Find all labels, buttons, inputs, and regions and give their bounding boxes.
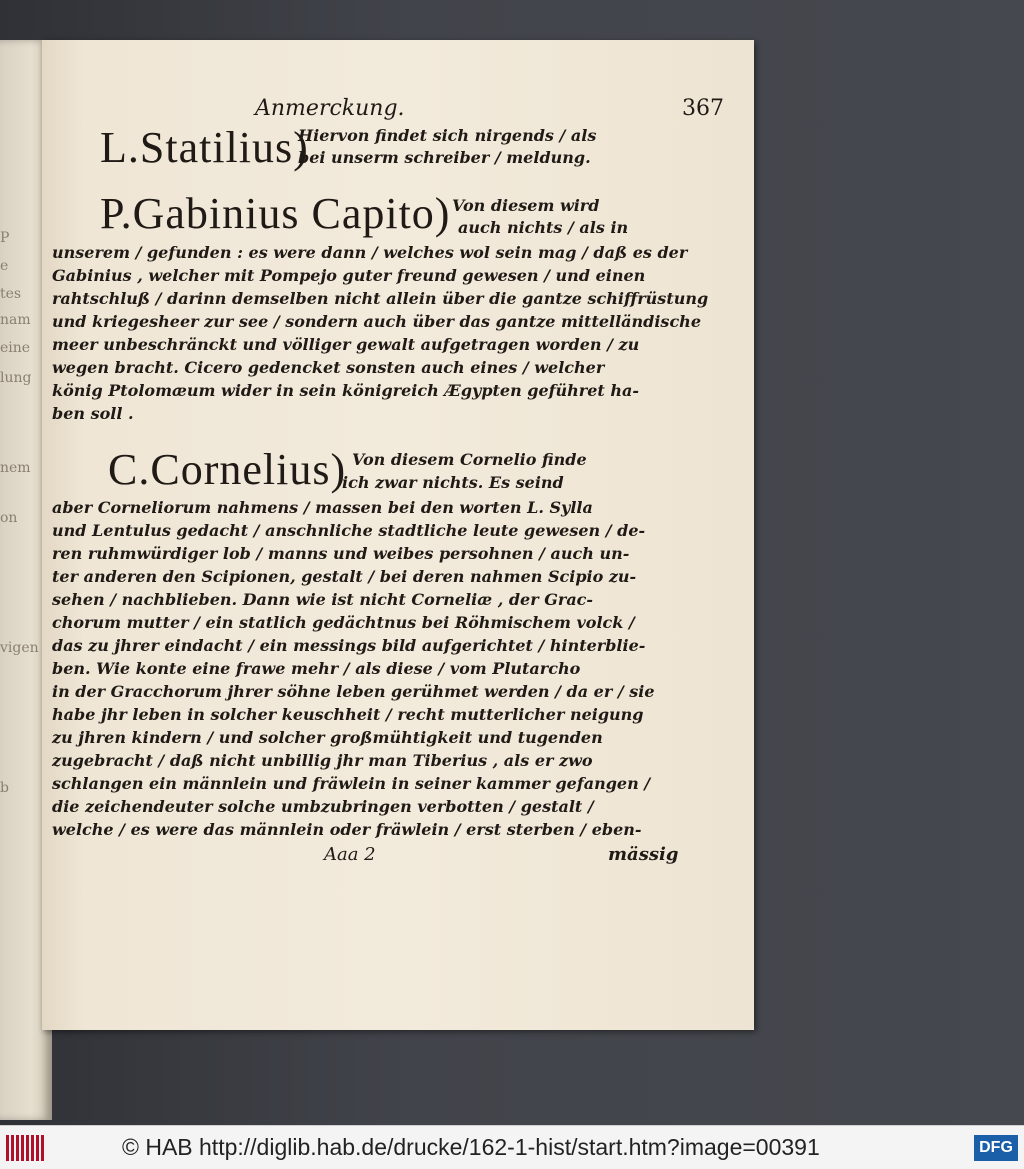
facing-page-fragment: nam — [0, 312, 31, 328]
entry-lead-line: Von diesem wird — [452, 196, 600, 215]
facing-page-fragment: lung — [0, 370, 32, 386]
facing-page-fragment: vigen — [0, 640, 39, 656]
text-line: ren ruhmwürdiger lob / manns und weibes persohnen / auch un- — [52, 544, 630, 563]
facing-page-fragment: on — [0, 510, 18, 526]
entry-lead-line: auch nichts / als in — [458, 218, 629, 237]
dfg-logo-icon[interactable]: DFG — [974, 1135, 1018, 1161]
facing-page-fragment: eine — [0, 340, 31, 356]
text-line: schlangen ein männlein und fräwlein in seiner kammer gefangen / — [52, 774, 651, 793]
text-line: und kriegesheer zur see / sondern auch über das gantze mittelländische — [52, 312, 701, 331]
text-line: sehen / nachblieben. Dann wie ist nicht Corneliæ , der Grac- — [52, 590, 594, 609]
text-line: rahtschluß / darinn demselben nicht allein über die gantze schiffrüstung — [52, 289, 709, 308]
entry-lead-line: ich zwar nichts. Es seind — [342, 473, 564, 492]
text-line: die zeichendeuter solche umbzubringen verbotten / gestalt / — [52, 797, 594, 816]
facing-page-fragment: e — [0, 258, 9, 274]
text-line: ter anderen den Scipionen, gestalt / bei deren nahmen Scipio zu- — [52, 567, 637, 586]
text-line: habe jhr leben in solcher keuschheit / recht mutterlicher neigung — [52, 705, 644, 724]
signature-mark: Aaa 2 — [324, 844, 376, 865]
facing-page-fragment: tes — [0, 286, 22, 302]
text-line: könig Ptolomæum wider in sein königreich Ægypten geführet ha- — [52, 381, 640, 400]
text-line: unserem / gefunden : es were dann / welches wol sein mag / daß es der — [52, 243, 688, 262]
entry-lead-line: Hiervon findet sich nirgends / als — [298, 126, 597, 145]
text-line: zugebracht / daß nicht unbillig jhr man Tiberius , als er zwo — [52, 751, 593, 770]
copyright-link[interactable]: © HAB http://diglib.hab.de/drucke/162-1-hist/start.htm?image=00391 — [122, 1134, 820, 1160]
viewer-footer — [0, 1125, 1024, 1169]
entry-lead-line: bei unserm schreiber / meldung. — [298, 148, 591, 167]
hab-logo-icon[interactable] — [6, 1135, 46, 1161]
catchword: mässig — [608, 844, 679, 865]
facing-page-fragment: P — [0, 230, 10, 246]
text-line: in der Gracchorum jhrer söhne leben gerühmet werden / da er / sie — [52, 682, 655, 701]
text-line: Gabinius , welcher mit Pompejo guter freund gewesen / und einen — [52, 266, 646, 285]
text-line: das zu jhrer eindacht / ein messings bild aufgerichtet / hinterblie- — [52, 636, 646, 655]
text-line: ben. Wie konte eine frawe mehr / als diese / vom Plutarcho — [52, 659, 581, 678]
text-line: zu jhren kindern / und solcher großmühtigkeit und tugenden — [52, 728, 603, 747]
book-page — [42, 40, 754, 1030]
text-line: meer unbeschränckt und völliger gewalt aufgetragen worden / zu — [52, 335, 640, 354]
text-line: welche / es were das männlein oder fräwlein / erst sterben / eben- — [52, 820, 642, 839]
running-head: Anmerckung. — [255, 96, 405, 121]
text-line: wegen bracht. Cicero gedencket sonsten auch eines / welcher — [52, 358, 605, 377]
entry-name-statilius: L.Statilius) — [100, 123, 309, 172]
entry-lead-line: Von diesem Cornelio finde — [352, 450, 587, 469]
entry-name-cornelius: C.Cornelius) — [108, 445, 347, 494]
text-line: aber Corneliorum nahmens / massen bei den worten L. Sylla — [52, 498, 593, 517]
text-line: chorum mutter / ein statlich gedächtnus bei Röhmischem volck / — [52, 613, 635, 632]
facing-page-fragment: nem — [0, 460, 31, 476]
facing-page-fragment: b — [0, 780, 9, 796]
text-line: und Lentulus gedacht / anschnliche stadtliche leute gewesen / de- — [52, 521, 646, 540]
text-line: ben soll . — [52, 404, 134, 423]
entry-name-gabinius: P.Gabinius Capito) — [100, 189, 451, 238]
page-number: 367 — [682, 96, 724, 121]
